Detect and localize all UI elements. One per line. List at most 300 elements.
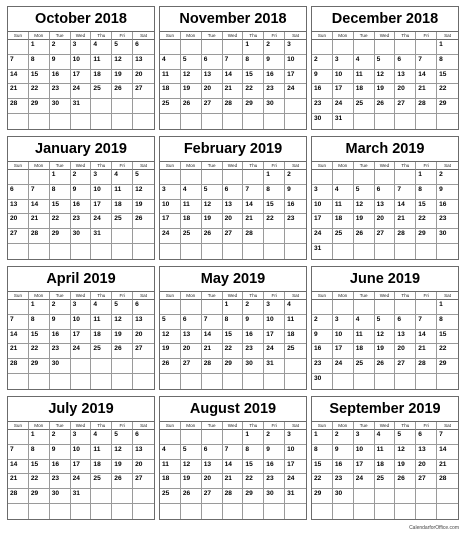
- weekday-label: Sun: [8, 162, 29, 170]
- day-cell: 5: [160, 315, 181, 330]
- day-cell: 30: [264, 489, 285, 504]
- day-cell: [264, 229, 285, 244]
- day-cell: 20: [395, 344, 416, 359]
- weekday-label: Wed: [71, 422, 92, 430]
- day-cell: [354, 374, 375, 389]
- day-cell: 21: [8, 84, 29, 99]
- day-cell: 31: [71, 489, 92, 504]
- weekday-label: Sat: [285, 32, 306, 40]
- month-grid: [160, 32, 306, 129]
- day-cell: [50, 374, 71, 389]
- day-cell: [264, 114, 285, 129]
- weekday-label: Sat: [437, 32, 458, 40]
- day-cell: 26: [395, 474, 416, 489]
- day-cell: 5: [112, 430, 133, 445]
- weekday-label: Thu: [91, 292, 112, 300]
- day-cell: 28: [416, 99, 437, 114]
- day-cell: 19: [375, 84, 396, 99]
- day-cell: [71, 374, 92, 389]
- day-cell: 16: [285, 200, 306, 215]
- day-cell: 6: [202, 445, 223, 460]
- day-cell: 19: [375, 344, 396, 359]
- month-calendar: [159, 136, 307, 260]
- day-cell: 4: [333, 185, 354, 200]
- day-cell: 14: [243, 200, 264, 215]
- day-cell: 20: [202, 84, 223, 99]
- day-cell: 7: [8, 445, 29, 460]
- weekday-label: Sun: [160, 32, 181, 40]
- day-cell: 30: [312, 114, 333, 129]
- day-cell: 29: [29, 489, 50, 504]
- day-cell: 9: [50, 315, 71, 330]
- day-cell: 16: [333, 460, 354, 475]
- day-cell: 13: [133, 445, 154, 460]
- weekday-label: Fri: [264, 162, 285, 170]
- day-cell: 16: [264, 460, 285, 475]
- day-cell: [312, 170, 333, 185]
- day-cell: 12: [112, 55, 133, 70]
- day-cell: [223, 244, 244, 259]
- day-cell: 20: [223, 214, 244, 229]
- day-cell: 28: [8, 489, 29, 504]
- day-cell: 12: [133, 185, 154, 200]
- day-cell: 7: [29, 185, 50, 200]
- day-cell: [91, 359, 112, 374]
- day-cell: [312, 504, 333, 519]
- day-cell: 14: [8, 460, 29, 475]
- day-cell: [133, 504, 154, 519]
- day-cell: 19: [112, 330, 133, 345]
- day-cell: 13: [223, 200, 244, 215]
- day-cell: 27: [202, 489, 223, 504]
- day-cell: 6: [133, 430, 154, 445]
- day-cell: 9: [312, 70, 333, 85]
- day-cell: 17: [91, 200, 112, 215]
- day-cell: 12: [202, 200, 223, 215]
- month-calendar: [311, 6, 459, 130]
- day-cell: [354, 244, 375, 259]
- day-cell: 28: [8, 359, 29, 374]
- day-cell: 24: [71, 84, 92, 99]
- day-cell: [160, 170, 181, 185]
- day-cell: 27: [202, 99, 223, 114]
- day-cell: 23: [50, 344, 71, 359]
- day-cell: 10: [333, 330, 354, 345]
- day-cell: 13: [133, 55, 154, 70]
- day-cell: 7: [223, 55, 244, 70]
- day-cell: 14: [416, 70, 437, 85]
- day-cell: 18: [160, 474, 181, 489]
- day-cell: [395, 374, 416, 389]
- day-cell: [8, 504, 29, 519]
- day-cell: [112, 504, 133, 519]
- day-cell: 6: [395, 315, 416, 330]
- day-cell: 19: [395, 460, 416, 475]
- day-cell: 10: [333, 70, 354, 85]
- day-cell: [354, 489, 375, 504]
- day-cell: 24: [71, 474, 92, 489]
- day-cell: [285, 374, 306, 389]
- month-calendar: [7, 396, 155, 520]
- day-cell: 14: [29, 200, 50, 215]
- month-calendar: [311, 266, 459, 390]
- day-cell: 22: [437, 344, 458, 359]
- day-cell: 23: [312, 99, 333, 114]
- day-cell: 6: [395, 55, 416, 70]
- day-cell: [312, 300, 333, 315]
- day-cell: [416, 114, 437, 129]
- weekday-label: Mon: [181, 162, 202, 170]
- day-cell: [112, 489, 133, 504]
- day-cell: 14: [223, 460, 244, 475]
- day-cell: 3: [285, 40, 306, 55]
- month-calendar: [7, 136, 155, 260]
- day-cell: 22: [50, 214, 71, 229]
- month-title: September 2019: [312, 397, 458, 422]
- month-grid: [312, 32, 458, 129]
- day-cell: 15: [29, 330, 50, 345]
- day-cell: 4: [160, 55, 181, 70]
- day-cell: 28: [223, 99, 244, 114]
- day-cell: [50, 504, 71, 519]
- day-cell: 11: [333, 200, 354, 215]
- day-cell: [416, 40, 437, 55]
- day-cell: [160, 40, 181, 55]
- day-cell: 10: [285, 445, 306, 460]
- day-cell: 22: [437, 84, 458, 99]
- day-cell: 3: [264, 300, 285, 315]
- day-cell: 10: [160, 200, 181, 215]
- day-cell: 21: [8, 344, 29, 359]
- month-calendar: [311, 136, 459, 260]
- day-cell: [354, 40, 375, 55]
- day-cell: [437, 244, 458, 259]
- day-cell: 15: [223, 330, 244, 345]
- day-cell: 18: [91, 70, 112, 85]
- day-cell: 7: [437, 430, 458, 445]
- day-cell: 14: [223, 70, 244, 85]
- day-cell: [8, 40, 29, 55]
- day-cell: 1: [437, 40, 458, 55]
- month-title: March 2019: [312, 137, 458, 162]
- weekday-label: Mon: [333, 162, 354, 170]
- day-cell: 26: [112, 84, 133, 99]
- weekday-label: Sun: [312, 422, 333, 430]
- day-cell: 31: [264, 359, 285, 374]
- day-cell: 2: [264, 40, 285, 55]
- day-cell: 23: [264, 84, 285, 99]
- day-cell: [91, 504, 112, 519]
- day-cell: 11: [354, 70, 375, 85]
- day-cell: 11: [112, 185, 133, 200]
- day-cell: [181, 430, 202, 445]
- day-cell: [202, 244, 223, 259]
- weekday-label: Mon: [333, 292, 354, 300]
- day-cell: 28: [416, 359, 437, 374]
- day-cell: [181, 40, 202, 55]
- day-cell: [8, 244, 29, 259]
- day-cell: 5: [181, 445, 202, 460]
- day-cell: 19: [160, 344, 181, 359]
- day-cell: 19: [112, 70, 133, 85]
- weekday-label: Sat: [437, 422, 458, 430]
- day-cell: 3: [160, 185, 181, 200]
- weekday-label: Sat: [437, 162, 458, 170]
- month-title: May 2019: [160, 267, 306, 292]
- weekday-label: Thu: [243, 292, 264, 300]
- day-cell: 2: [437, 170, 458, 185]
- weekday-label: Fri: [112, 292, 133, 300]
- weekday-label: Thu: [395, 32, 416, 40]
- day-cell: [133, 114, 154, 129]
- day-cell: 5: [354, 185, 375, 200]
- day-cell: 23: [437, 214, 458, 229]
- weekday-label: Mon: [333, 32, 354, 40]
- month-grid: [160, 422, 306, 519]
- weekday-label: Thu: [91, 32, 112, 40]
- day-cell: 24: [333, 99, 354, 114]
- day-cell: [202, 504, 223, 519]
- weekday-label: Sun: [312, 32, 333, 40]
- day-cell: 8: [243, 445, 264, 460]
- day-cell: 22: [416, 214, 437, 229]
- day-cell: [71, 114, 92, 129]
- day-cell: 16: [71, 200, 92, 215]
- day-cell: 30: [243, 359, 264, 374]
- day-cell: [223, 170, 244, 185]
- weekday-label: Tue: [202, 32, 223, 40]
- day-cell: [285, 229, 306, 244]
- day-cell: [395, 170, 416, 185]
- day-cell: 16: [312, 84, 333, 99]
- weekday-label: Thu: [243, 422, 264, 430]
- day-cell: 21: [223, 474, 244, 489]
- day-cell: 15: [243, 460, 264, 475]
- day-cell: 20: [133, 70, 154, 85]
- day-cell: [202, 430, 223, 445]
- day-cell: 15: [312, 460, 333, 475]
- day-cell: 3: [312, 185, 333, 200]
- day-cell: 27: [375, 229, 396, 244]
- day-cell: [243, 504, 264, 519]
- day-cell: [375, 504, 396, 519]
- day-cell: [333, 300, 354, 315]
- day-cell: [133, 374, 154, 389]
- day-cell: 12: [160, 330, 181, 345]
- day-cell: [354, 114, 375, 129]
- day-cell: 4: [354, 55, 375, 70]
- weekday-label: Tue: [202, 162, 223, 170]
- day-cell: 31: [71, 99, 92, 114]
- day-cell: 7: [395, 185, 416, 200]
- day-cell: 29: [437, 359, 458, 374]
- day-cell: [243, 114, 264, 129]
- weekday-label: Fri: [264, 32, 285, 40]
- day-cell: 18: [181, 214, 202, 229]
- day-cell: 22: [312, 474, 333, 489]
- weekday-label: Tue: [50, 292, 71, 300]
- weekday-label: Wed: [71, 162, 92, 170]
- day-cell: 11: [91, 445, 112, 460]
- day-cell: [8, 374, 29, 389]
- weekday-label: Fri: [416, 32, 437, 40]
- day-cell: 3: [71, 40, 92, 55]
- day-cell: 13: [375, 200, 396, 215]
- day-cell: 6: [133, 300, 154, 315]
- day-cell: 13: [395, 70, 416, 85]
- day-cell: 14: [437, 445, 458, 460]
- day-cell: [416, 489, 437, 504]
- day-cell: 25: [160, 489, 181, 504]
- day-cell: 12: [354, 200, 375, 215]
- day-cell: [223, 430, 244, 445]
- day-cell: 21: [243, 214, 264, 229]
- day-cell: 5: [395, 430, 416, 445]
- month-title: August 2019: [160, 397, 306, 422]
- day-cell: [112, 244, 133, 259]
- day-cell: 1: [29, 430, 50, 445]
- day-cell: 17: [160, 214, 181, 229]
- day-cell: 3: [285, 430, 306, 445]
- day-cell: 14: [416, 330, 437, 345]
- day-cell: 24: [354, 474, 375, 489]
- day-cell: 25: [91, 344, 112, 359]
- day-cell: 26: [112, 474, 133, 489]
- day-cell: 2: [50, 40, 71, 55]
- day-cell: [333, 170, 354, 185]
- day-cell: 22: [29, 84, 50, 99]
- day-cell: 17: [333, 84, 354, 99]
- day-cell: [160, 374, 181, 389]
- day-cell: 15: [29, 460, 50, 475]
- day-cell: 5: [375, 315, 396, 330]
- day-cell: 16: [312, 344, 333, 359]
- day-cell: [395, 504, 416, 519]
- day-cell: 5: [181, 55, 202, 70]
- weekday-label: Tue: [202, 292, 223, 300]
- day-cell: 28: [8, 99, 29, 114]
- day-cell: [354, 504, 375, 519]
- day-cell: [264, 244, 285, 259]
- day-cell: 1: [29, 300, 50, 315]
- day-cell: 5: [112, 300, 133, 315]
- day-cell: 10: [71, 55, 92, 70]
- day-cell: 29: [223, 359, 244, 374]
- day-cell: 7: [202, 315, 223, 330]
- day-cell: 11: [181, 200, 202, 215]
- day-cell: 5: [112, 40, 133, 55]
- month-calendar: [159, 266, 307, 390]
- weekday-label: Sun: [8, 32, 29, 40]
- day-cell: 10: [312, 200, 333, 215]
- day-cell: 8: [223, 315, 244, 330]
- day-cell: 29: [29, 359, 50, 374]
- day-cell: 27: [133, 474, 154, 489]
- day-cell: [416, 300, 437, 315]
- day-cell: 23: [50, 84, 71, 99]
- day-cell: 22: [223, 344, 244, 359]
- month-grid: [8, 292, 154, 389]
- day-cell: 25: [160, 99, 181, 114]
- day-cell: [375, 374, 396, 389]
- weekday-label: Sat: [285, 422, 306, 430]
- day-cell: 2: [285, 170, 306, 185]
- day-cell: 28: [29, 229, 50, 244]
- day-cell: 9: [312, 330, 333, 345]
- day-cell: 2: [312, 55, 333, 70]
- day-cell: 3: [71, 300, 92, 315]
- day-cell: [202, 374, 223, 389]
- day-cell: 24: [264, 344, 285, 359]
- day-cell: 27: [181, 359, 202, 374]
- day-cell: 16: [50, 460, 71, 475]
- day-cell: 25: [91, 474, 112, 489]
- day-cell: 22: [29, 474, 50, 489]
- day-cell: 30: [333, 489, 354, 504]
- day-cell: [375, 40, 396, 55]
- weekday-label: Mon: [181, 292, 202, 300]
- month-title: November 2018: [160, 7, 306, 32]
- day-cell: [133, 489, 154, 504]
- day-cell: [133, 99, 154, 114]
- day-cell: 15: [416, 200, 437, 215]
- day-cell: 1: [416, 170, 437, 185]
- day-cell: 9: [243, 315, 264, 330]
- day-cell: 20: [375, 214, 396, 229]
- weekday-label: Wed: [223, 292, 244, 300]
- day-cell: 16: [50, 330, 71, 345]
- day-cell: 31: [333, 114, 354, 129]
- day-cell: 12: [375, 330, 396, 345]
- day-cell: 5: [375, 55, 396, 70]
- day-cell: [375, 300, 396, 315]
- weekday-label: Sat: [285, 292, 306, 300]
- day-cell: [181, 374, 202, 389]
- day-cell: [395, 40, 416, 55]
- day-cell: [285, 359, 306, 374]
- day-cell: 9: [71, 185, 92, 200]
- day-cell: [416, 244, 437, 259]
- day-cell: 4: [354, 315, 375, 330]
- day-cell: 11: [375, 445, 396, 460]
- day-cell: [71, 504, 92, 519]
- month-calendar: [311, 396, 459, 520]
- day-cell: 2: [333, 430, 354, 445]
- day-cell: [8, 300, 29, 315]
- day-cell: [243, 374, 264, 389]
- day-cell: 6: [181, 315, 202, 330]
- weekday-label: Fri: [112, 422, 133, 430]
- day-cell: 30: [264, 99, 285, 114]
- month-grid: [8, 162, 154, 259]
- calendar-sheet: [7, 6, 459, 520]
- day-cell: [50, 114, 71, 129]
- day-cell: 26: [181, 489, 202, 504]
- day-cell: [375, 114, 396, 129]
- day-cell: [202, 300, 223, 315]
- day-cell: 26: [181, 99, 202, 114]
- day-cell: [71, 244, 92, 259]
- day-cell: 24: [71, 344, 92, 359]
- weekday-label: Tue: [354, 32, 375, 40]
- day-cell: 28: [202, 359, 223, 374]
- weekday-label: Thu: [91, 162, 112, 170]
- day-cell: [437, 504, 458, 519]
- day-cell: 31: [91, 229, 112, 244]
- day-cell: [112, 114, 133, 129]
- day-cell: 3: [333, 315, 354, 330]
- day-cell: 26: [375, 99, 396, 114]
